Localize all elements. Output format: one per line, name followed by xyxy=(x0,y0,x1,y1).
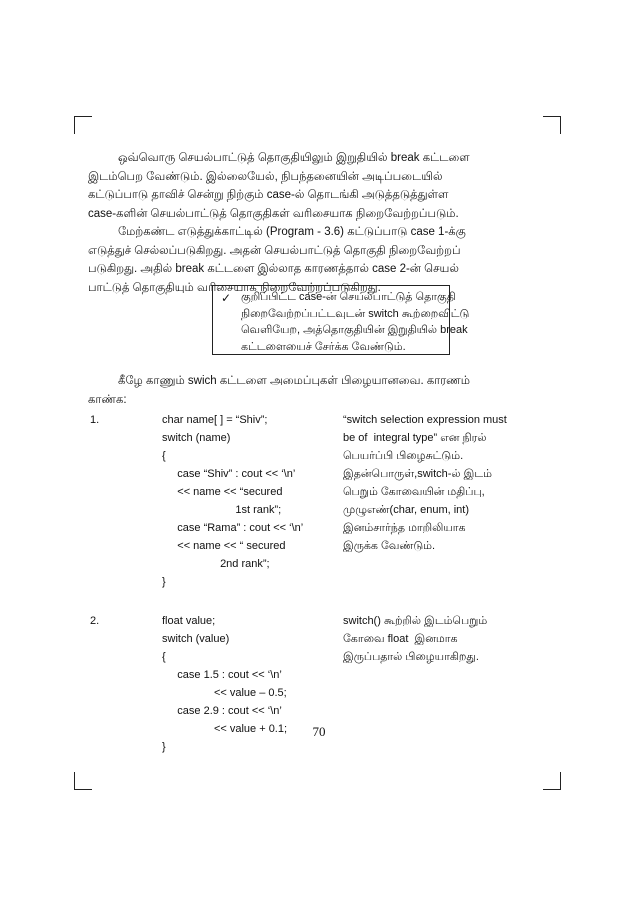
explanation-line: பெயர்ப்பி பிழைசுட்டும். xyxy=(343,450,464,462)
crop-mark-bottom-left-h xyxy=(74,789,92,790)
crop-mark-top-left-v xyxy=(74,116,75,134)
code-line: << value – 0.5; xyxy=(162,687,287,699)
code-line: case “Shiv” : cout << ‘\n’ xyxy=(162,468,296,480)
code-line: << name << “ secured xyxy=(162,540,286,552)
code-line: { xyxy=(162,450,166,462)
note-line: கட்டளையைச் சேர்க்க வேண்டும். xyxy=(241,340,406,353)
page-number: 70 xyxy=(312,724,326,739)
crop-mark-bottom-right-h xyxy=(543,789,561,790)
paragraph-line: ஒவ்வொரு செயல்பாட்டுத் தொகுதியிலும் இறுதியில் break கட்டளை xyxy=(118,152,470,164)
paragraph-line: கீழே காணும் swich கட்டளை அமைப்புகள் பிழையானவை. காரணம் xyxy=(118,375,471,387)
code-line: { xyxy=(162,651,166,663)
code-line: } xyxy=(162,576,166,588)
explanation-line: பெறும் கோவையின் மதிப்பு, xyxy=(343,486,485,498)
explanation-line: இருப்பதால் பிழையாகிறது. xyxy=(343,651,479,663)
code-line: char name[ ] = “Shiv”; xyxy=(162,414,268,426)
code-line: } xyxy=(162,741,166,753)
explanation-line: இனம்சார்ந்த மாறிலியாக xyxy=(343,522,466,534)
paragraph-find-errors xyxy=(88,372,550,409)
paragraph-line: மேற்கண்ட எடுத்துக்காட்டில் (Program - 3.6) கட்டுப்பாடு case 1-க்கு xyxy=(118,226,466,238)
code-line: 2nd rank”; xyxy=(162,558,270,570)
explanation-line: be of integral type” என நிரல் xyxy=(343,432,487,444)
code-line: << name << “secured xyxy=(162,486,283,498)
checkmark-icon: ✓ xyxy=(221,291,232,305)
explanation-line: முழுஎண்(char, enum, int) xyxy=(343,504,470,516)
code-line: case 1.5 : cout << ‘\n’ xyxy=(162,669,282,681)
example-number: 1. xyxy=(90,414,100,426)
code-line: case 2.9 : cout << ‘\n’ xyxy=(162,705,282,717)
code-line: switch (name) xyxy=(162,432,231,444)
paragraph-line: case-களின் செயல்பாட்டுத் தொகுதிகள் வரிசையாக நிறைவேற்றப்படும். xyxy=(88,207,459,220)
explanation-line: கோவை float இனமாக xyxy=(343,633,458,645)
note-box xyxy=(212,285,470,355)
explanation-line: இருக்க வேண்டும். xyxy=(343,540,436,552)
crop-mark-bottom-left-v xyxy=(74,772,75,790)
paragraph-line: இடம்பெற வேண்டும். இல்லையேல், நிபந்தனையின் அடிப்படையில் xyxy=(88,170,443,183)
crop-mark-top-left-h xyxy=(74,116,92,117)
paragraph-line: படுகிறது. அதில் break கட்டளை இல்லாத காரணத்தால் case 2-ன் செயல் xyxy=(88,263,459,275)
code-line: float value; xyxy=(162,615,216,627)
paragraph-line: பாட்டுத் தொகுதியும் வரிசையாக நிறைவேற்றப்படுகிறது. xyxy=(88,281,381,294)
explanation-line: “switch selection expression must xyxy=(343,414,507,426)
code-line: switch (value) xyxy=(162,633,230,645)
paragraph-line: எடுத்துச் செல்லப்படுகிறது. அதன் செயல்பாட்டுத் தொகுதி நிறைவேற்றப் xyxy=(88,244,461,257)
paragraph-line: கட்டுப்பாடு தாவிச் சென்று நிற்கும் case-ல் தொடங்கி அடுத்தடுத்துள்ள xyxy=(88,189,449,201)
crop-mark-top-right-h xyxy=(543,116,561,117)
code-line: << value + 0.1; xyxy=(162,723,288,735)
note-line: குறிப்பிட்ட case-ன் செயல்பாட்டுத் தொகுதி xyxy=(241,291,456,303)
code-line: 1st rank”; xyxy=(162,504,282,516)
explanation-line: switch() கூற்றில் இடம்பெறும் xyxy=(343,615,488,627)
note-line: வெளியேற, அத்தொகுதியின் இறுதியில் break xyxy=(241,324,468,336)
code-line: case “Rama” : cout << ‘\n’ xyxy=(162,522,304,534)
explanation-line: இதன்பொருள்,switch-ல் இடம் xyxy=(343,468,492,480)
paragraph-line: காண்க: xyxy=(88,393,127,406)
note-line: நிறைவேற்றப்பட்டவுடன் switch கூற்றைவிட்டு xyxy=(241,307,470,320)
example-number: 2. xyxy=(90,615,100,627)
crop-mark-bottom-right-v xyxy=(560,772,561,790)
paragraph-break-rule xyxy=(88,149,550,223)
crop-mark-top-right-v xyxy=(560,116,561,134)
